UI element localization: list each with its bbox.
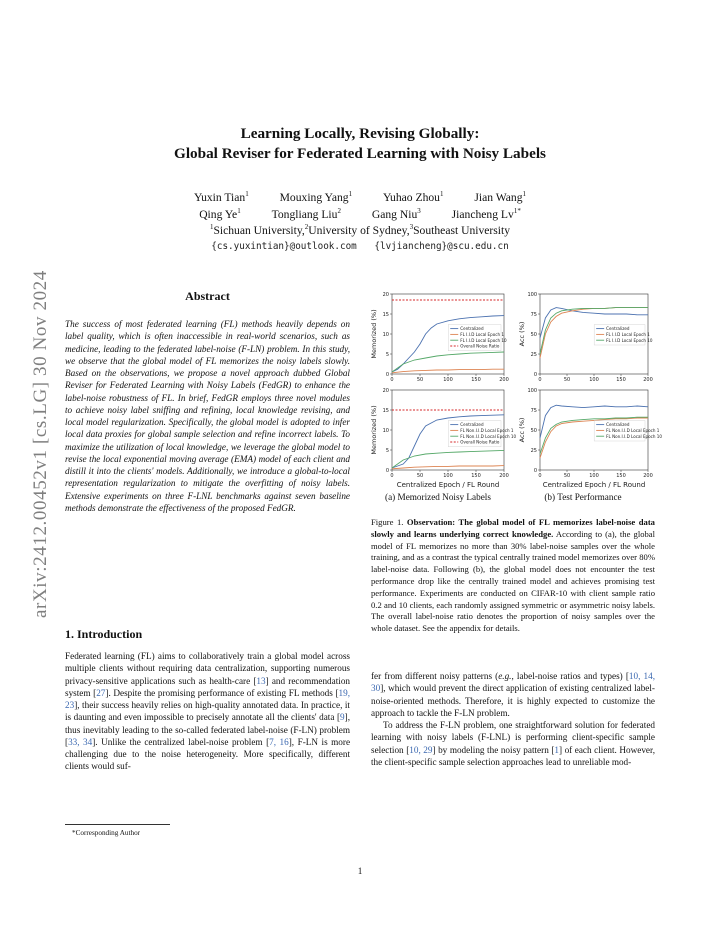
y-axis-label: Acc (%) bbox=[518, 321, 526, 347]
x-axis-label: Centralized Epoch / FL Round bbox=[542, 481, 646, 489]
author: Jiancheng $Lv^{1*}$ bbox=[451, 207, 521, 221]
y-tick-label: 0 bbox=[385, 372, 389, 378]
chart-memorized-noniid bbox=[362, 384, 517, 490]
legend-label: FL Non.I.I.D Local Epoch 10 bbox=[460, 433, 517, 439]
legend-label: Overall Noise Ratio bbox=[460, 343, 500, 349]
y-tick-label: 10 bbox=[382, 332, 389, 338]
paragraph: To address the F-LN problem, one straightforward solution for federated learning with noisy labels (F-LNL) is performing client-specific sample selection [10, 29] by modeling the noisy pattern [1] of each client. However, the client-specific sample selection approaches lead to unreliable mod- bbox=[371, 720, 655, 767]
y-tick-label: 25 bbox=[530, 448, 537, 454]
citation-link[interactable]: 7, 16 bbox=[269, 736, 289, 747]
author: Yuxin Tian$^1$ bbox=[193, 190, 249, 204]
x-tick-label: 0 bbox=[390, 377, 394, 383]
legend-label: Centralized bbox=[606, 326, 630, 332]
legend-label: Centralized bbox=[460, 326, 484, 332]
subcaption-a: (a) Memorized Noisy Labels bbox=[385, 492, 491, 502]
x-tick-label: 100 bbox=[589, 473, 599, 479]
citation-link[interactable]: 19, 23 bbox=[65, 687, 350, 710]
section-heading: 1. Introduction bbox=[65, 627, 143, 641]
author: Jian Wang$^1$ bbox=[474, 190, 526, 204]
intro-paragraph: Federated learning (FL) aims to collaboratively train a global model across multiple clients without requiring data centralization, supporting numerous privacy-sensitive applications such as health-care [13] and recommendation system [27]. Despite the promising performance of existing FL methods [19, 23], their success heavily relies on high-quality annotated data. In practice, it is daunting and even impossible to precisely annotate all the clients' data [9], thus inevitably leading to the so-called federated label-noise (F-LN) problem [33, 34]. Unlike the centralized label-noise problem [7, 16], F-LN is more challenging due to the noise heterogeneity. More specifically, different clients would suf- bbox=[65, 651, 351, 772]
y-tick-label: 15 bbox=[382, 312, 389, 318]
x-tick-label: 50 bbox=[416, 377, 424, 383]
y-tick-label: 50 bbox=[530, 332, 537, 338]
y-tick-label: 20 bbox=[382, 292, 389, 298]
x-tick-label: 0 bbox=[538, 473, 542, 479]
email: {lvjiancheng}@scu.edu.cn bbox=[374, 241, 509, 252]
y-tick-label: 5 bbox=[385, 448, 389, 454]
citation-link[interactable]: 9 bbox=[340, 712, 345, 723]
abstract-heading: Abstract bbox=[185, 289, 230, 303]
right-column-text bbox=[371, 670, 655, 768]
author-row-2 bbox=[60, 207, 660, 221]
x-tick-label: 0 bbox=[538, 377, 542, 383]
x-tick-label: 100 bbox=[443, 377, 453, 383]
y-tick-label: 0 bbox=[533, 372, 537, 378]
x-tick-label: 200 bbox=[643, 473, 653, 479]
y-tick-label: 0 bbox=[385, 468, 389, 474]
citation-link[interactable]: 10, 14, 30 bbox=[371, 671, 656, 694]
x-tick-label: 150 bbox=[471, 473, 481, 479]
citation-link[interactable]: 13 bbox=[256, 675, 266, 686]
title-line-1: Learning Locally, Revising Globally: bbox=[240, 125, 480, 142]
y-tick-label: 100 bbox=[527, 388, 537, 394]
x-tick-label: 150 bbox=[471, 377, 481, 383]
y-tick-label: 75 bbox=[530, 312, 537, 318]
x-tick-label: 50 bbox=[563, 377, 571, 383]
y-tick-label: 75 bbox=[530, 408, 537, 414]
footnote-rule bbox=[65, 824, 170, 825]
subcaption-b: (b) Test Performance bbox=[544, 492, 622, 502]
legend-label: FL Non.I.I.D Local Epoch 10 bbox=[606, 433, 662, 439]
paragraph: fer from different noisy patterns (e.g., label-noise ratios and types) [10, 14, 30], which would prevent the direct application of existing centralized label-noise-oriented methods. Therefore, it is highly expected to customize the approach to tackle the F-LN problem. bbox=[371, 671, 656, 718]
footnote: *Corresponding Author bbox=[72, 829, 141, 837]
y-tick-label: 10 bbox=[382, 428, 389, 434]
y-axis-label: Acc (%) bbox=[518, 417, 526, 443]
chart-acc-iid bbox=[510, 288, 656, 386]
citation-link[interactable]: 33, 34 bbox=[68, 736, 93, 747]
legend-label: FL I.I.D Local Epoch 10 bbox=[606, 337, 653, 343]
x-tick-label: 200 bbox=[643, 377, 653, 383]
x-tick-label: 200 bbox=[499, 473, 509, 479]
author: Tongliang Liu$^2$ bbox=[271, 207, 341, 221]
y-tick-label: 15 bbox=[382, 408, 389, 414]
email: {cs.yuxintian}@outlook.com bbox=[211, 241, 357, 252]
y-tick-label: 100 bbox=[527, 292, 537, 298]
x-tick-label: 150 bbox=[616, 473, 626, 479]
citation-link[interactable]: 10, 29 bbox=[409, 744, 433, 755]
y-axis-label: Memorized (%) bbox=[370, 405, 378, 455]
author-row-1 bbox=[60, 190, 660, 204]
page-number: 1 bbox=[357, 866, 363, 876]
title-line-2: Global Reviser for Federated Learning with Noisy Labels bbox=[174, 145, 546, 162]
x-tick-label: 100 bbox=[443, 473, 453, 479]
author: Gang Niu$^3$ bbox=[371, 207, 421, 221]
chart-acc-noniid bbox=[510, 384, 662, 490]
y-tick-label: 0 bbox=[533, 468, 537, 474]
author: Qing Ye$^1$ bbox=[199, 207, 241, 221]
paper-title bbox=[60, 124, 660, 164]
y-tick-label: 5 bbox=[385, 352, 389, 358]
author: Yuhao Zhou$^1$ bbox=[382, 190, 444, 204]
x-tick-label: 50 bbox=[416, 473, 424, 479]
emails bbox=[60, 241, 660, 252]
abstract-text: The success of most federated learning (FL) methods heavily depends on label quality, which is often inaccessible in real-world scenarios, such as medicine, leading to the federated label-noise (F-LN) problem. In this study, we observe that the global model of FL memorizes the noisy labels slowly. Based on the observations, we propose a novel approach dubbed Global Reviser for Federated Learning with Noisy Labels (FedGR) to enhance the label-noise robustness of FL. In brief, FedGR employs three novel modules to achieve noisy label sniffing and refining, local knowledge revising, and local model regularization. Specifically, the global model is adopted to infer local data proxies for global sample selection and refine incorrect labels. To maximize the utilization of local knowledge, we leverage the global model to revise the local exponential moving average (EMA) model of each client and distill it into the clients' models. Additionally, we introduce a global-to-local representation regularization to mitigate the overfitting of noisy labels. Extensive experiments on three F-LNL benchmarks against seven baseline methods demonstrate the effectiveness of the proposed FedGR. bbox=[65, 319, 350, 513]
x-tick-label: 200 bbox=[499, 377, 509, 383]
legend-label: FL I.I.D Local Epoch 1 bbox=[460, 332, 505, 337]
legend-label: FL Non.I.I.D Local Epoch 1 bbox=[460, 428, 514, 433]
figure-caption: Figure 1. Observation: The global model of FL memorizes label-noise data slowly and learns underlying correct knowledge. According to (a), the global model of FL memorizes no more than 30% label-noise samples over the whole training, and as a contrast the typical centrally trained model memorizes over 80% label-noise data. Following (b), the global model does not encounter the test performance drop like the centrally trained model and achieves promising test performance. Experiments are conducted on CIFAR-10 with client sample ratio 0.2 and 10 clients, each randomly assigned symmetric or asymmetric noisy labels. The overall label-noise ratio denotes the proportion of noisy samples over the whole dataset. See the appendix for details. bbox=[371, 517, 655, 634]
y-tick-label: 50 bbox=[530, 428, 537, 434]
x-tick-label: 50 bbox=[563, 473, 571, 479]
y-tick-label: 25 bbox=[530, 352, 537, 358]
x-tick-label: 100 bbox=[589, 377, 599, 383]
citation-link[interactable]: 1 bbox=[554, 744, 559, 755]
y-tick-label: 20 bbox=[382, 388, 389, 394]
x-axis-label: Centralized Epoch / FL Round bbox=[396, 481, 500, 489]
x-tick-label: 0 bbox=[390, 473, 394, 479]
citation-link[interactable]: 27 bbox=[96, 687, 106, 698]
legend-label: FL I.I.D Local Epoch 10 bbox=[460, 337, 507, 343]
x-tick-label: 150 bbox=[616, 377, 626, 383]
legend-label: FL Non.I.I.D Local Epoch 1 bbox=[606, 428, 660, 433]
legend-label: Overall Noise Ratio bbox=[460, 439, 500, 445]
legend-label: Centralized bbox=[606, 422, 630, 428]
author: Mouxing Yang$^1$ bbox=[279, 190, 353, 204]
arxiv-stamp: arXiv:2412.00452v1 [cs.LG] 30 Nov 2024 bbox=[30, 270, 51, 618]
chart-memorized-iid bbox=[362, 288, 512, 386]
affiliations: $^1$Sichuan University,$^2$University of Sydney,$^3$Southeast University bbox=[209, 223, 511, 237]
legend-label: Centralized bbox=[460, 422, 484, 428]
legend-label: FL I.I.D Local Epoch 1 bbox=[606, 332, 650, 337]
y-axis-label: Memorized (%) bbox=[370, 309, 378, 359]
